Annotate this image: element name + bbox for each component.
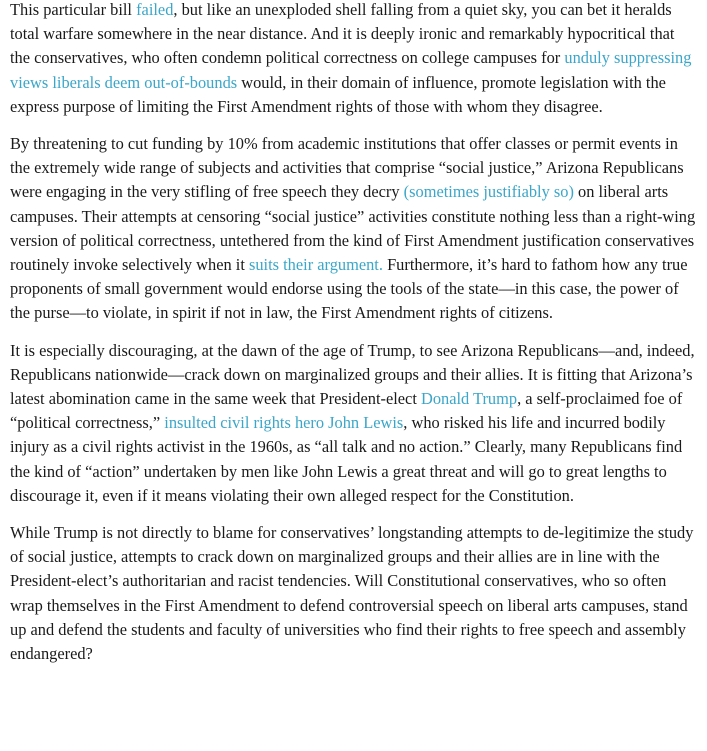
paragraph-1 (10, 0, 698, 119)
link-insulted-john-lewis[interactable]: insulted civil rights hero John Lewis (164, 413, 404, 433)
paragraph-2 (10, 132, 698, 326)
paragraph-text: This particular bill (10, 0, 137, 19)
paragraph-text: It is especially discouraging, at the dawn of the age of Trump, to see Arizona Republicans—and, indeed, Republicans nationwide—crack down on marginalized groups and their allies. It is fitting that Arizona’s latest abomination came in the same week that President-elect (10, 340, 695, 409)
link-unduly-suppressing-views[interactable]: unduly suppressing views liberals deem out-of-bounds (10, 48, 692, 92)
paragraph-3 (10, 339, 698, 508)
link-sometimes-justifiably-so[interactable]: (sometimes justifiably so) (403, 182, 574, 202)
paragraph-text: , a self-proclaimed foe of “political correctness,” (10, 389, 683, 433)
link-suits-their-argument[interactable]: suits their argument. (248, 255, 383, 275)
link-donald-trump[interactable]: Donald Trump (420, 389, 518, 409)
paragraph-4 (10, 521, 698, 666)
paragraph-text: , but like an unexploded shell falling from a quiet sky, you can bet it heralds total warfare somewhere in the near distance. And it is deeply ironic and remarkably hypocritical that the conservatives, who often condemn political correctness on college campuses for (10, 0, 675, 68)
paragraph-text: While Trump is not directly to blame for conservatives’ longstanding attempts to de-legitimize the study of social justice, attempts to crack down on marginalized groups and their allies are in line with the President-elect’s authoritarian and racist tendencies. Will Constitutional conservatives, who so often wrap themselves in the First Amendment to defend controversial speech on liberal arts campuses, stand up and defend the students and faculty of universities who find their rights to free speech and assembly endangered? (10, 523, 694, 664)
paragraph-text: on liberal arts campuses. Their attempts at censoring “social justice” activities constitute nothing less than a right-wing version of political correctness, untethered from the kind of First Amendment justification conservatives routinely invoke selectively when it (10, 182, 696, 275)
link-failed[interactable]: failed (136, 0, 174, 19)
paragraph-text: would, in their domain of influence, promote legislation with the express purpose of limiting the First Amendment rights of those with whom they disagree. (10, 72, 666, 116)
paragraph-text: , who risked his life and incurred bodily injury as a civil rights activist in the 1960s, as “all talk and no action.” Clearly, many Republicans find the kind of “action” undertaken by men like John Lewis a great threat and will go to great lengths to discourage it, even if it means violating their own alleged respect for the Constitution. (10, 413, 683, 505)
paragraph-text: By threatening to cut funding by 10% from academic institutions that offer classes or permit events in the extremely wide range of subjects and activities that comprise “social justice,” Arizona Republicans were engaging in the very stifling of free speech they decry (10, 134, 684, 202)
paragraph-text: Furthermore, it’s hard to fathom how any true proponents of small government would endorse using the tools of the state—in this case, the power of the purse—to violate, in spirit if not in law, the First Amendment rights of citizens. (10, 255, 688, 323)
